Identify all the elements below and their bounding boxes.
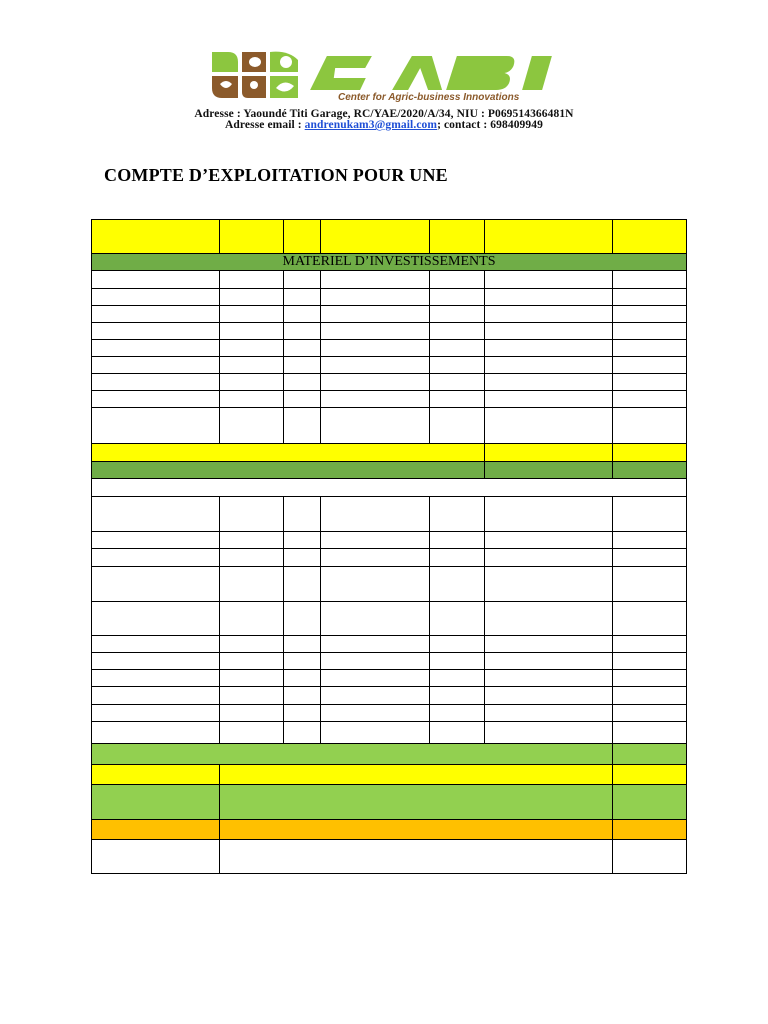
cell[interactable] xyxy=(485,357,613,374)
section-label-cell[interactable] xyxy=(92,461,485,478)
cell[interactable] xyxy=(485,687,613,704)
cell[interactable] xyxy=(220,532,284,549)
cell[interactable] xyxy=(430,601,485,635)
cell[interactable] xyxy=(613,549,687,566)
cell[interactable] xyxy=(613,271,687,288)
cell[interactable] xyxy=(613,653,687,670)
cell[interactable] xyxy=(220,687,284,704)
logo-wordmark xyxy=(310,56,552,90)
cell[interactable] xyxy=(92,408,220,443)
cell[interactable] xyxy=(321,271,430,288)
table-row xyxy=(92,653,687,670)
final-row xyxy=(92,839,687,873)
cell[interactable] xyxy=(430,408,485,443)
cell[interactable] xyxy=(430,636,485,653)
cell[interactable] xyxy=(284,532,321,549)
cell[interactable] xyxy=(485,322,613,339)
cell[interactable] xyxy=(92,339,220,356)
cell[interactable] xyxy=(321,601,430,635)
table-row xyxy=(92,670,687,687)
cell[interactable] xyxy=(321,305,430,322)
cell[interactable] xyxy=(321,339,430,356)
cell[interactable] xyxy=(92,653,220,670)
table-row xyxy=(92,601,687,635)
cell[interactable] xyxy=(321,636,430,653)
cell[interactable] xyxy=(92,566,220,601)
subtotal-cell[interactable] xyxy=(613,443,687,461)
total-row-green xyxy=(92,743,687,764)
cell[interactable] xyxy=(613,636,687,653)
address-line: Adresse : Yaoundé Titi Garage, RC/YAE/2020/A/34, NIU : P069514366481N xyxy=(194,108,574,120)
cell[interactable] xyxy=(613,322,687,339)
cell[interactable] xyxy=(485,408,613,443)
cell[interactable] xyxy=(430,288,485,305)
summary-label-cell[interactable] xyxy=(92,820,220,839)
cell[interactable] xyxy=(430,357,485,374)
cell[interactable] xyxy=(284,721,321,743)
cell[interactable] xyxy=(92,601,220,635)
table-row xyxy=(92,271,687,288)
email-label: Adresse email : xyxy=(225,119,305,131)
cell[interactable] xyxy=(321,721,430,743)
cell[interactable] xyxy=(430,391,485,408)
cell[interactable] xyxy=(220,391,284,408)
table-row xyxy=(92,549,687,566)
cell[interactable] xyxy=(220,288,284,305)
cell[interactable] xyxy=(284,357,321,374)
table-row xyxy=(92,322,687,339)
cell[interactable] xyxy=(220,721,284,743)
cell[interactable] xyxy=(321,532,430,549)
table-row xyxy=(92,497,687,532)
cell[interactable] xyxy=(284,497,321,532)
table-row xyxy=(92,357,687,374)
cell[interactable] xyxy=(613,601,687,635)
cell[interactable] xyxy=(321,357,430,374)
cell[interactable] xyxy=(485,653,613,670)
cell[interactable] xyxy=(284,704,321,721)
cell[interactable] xyxy=(92,497,220,532)
cell[interactable] xyxy=(430,549,485,566)
table-row xyxy=(92,566,687,601)
cell[interactable] xyxy=(284,653,321,670)
operating-account-table xyxy=(91,219,687,874)
header-cell[interactable] xyxy=(220,220,284,254)
table-row xyxy=(92,391,687,408)
cell[interactable] xyxy=(321,322,430,339)
table-header-row xyxy=(92,220,687,254)
section-title-investments: MATERIEL D’INVESTISSEMENTS xyxy=(92,254,687,271)
document-title: COMPTE D’EXPLOITATION POUR UNE xyxy=(104,165,448,185)
cell[interactable] xyxy=(284,670,321,687)
cell[interactable] xyxy=(220,374,284,391)
header-cell[interactable] xyxy=(92,220,220,254)
cell[interactable] xyxy=(613,532,687,549)
mushroom-icon xyxy=(249,57,261,67)
snail-icon xyxy=(280,56,292,68)
cell[interactable] xyxy=(92,549,220,566)
cell[interactable] xyxy=(284,601,321,635)
subtotal-cell[interactable] xyxy=(485,443,613,461)
summary-span-cell[interactable] xyxy=(220,785,613,820)
cell[interactable] xyxy=(613,687,687,704)
summary-label-cell[interactable] xyxy=(92,785,220,820)
cell[interactable] xyxy=(485,704,613,721)
cell[interactable] xyxy=(430,322,485,339)
header-cell[interactable] xyxy=(613,220,687,254)
header-cell[interactable] xyxy=(430,220,485,254)
cell[interactable] xyxy=(613,288,687,305)
subtotal-label-cell[interactable] xyxy=(92,443,485,461)
summary-row-yellow xyxy=(92,764,687,784)
cell[interactable] xyxy=(321,704,430,721)
cell[interactable] xyxy=(92,288,220,305)
cell[interactable] xyxy=(321,687,430,704)
cell[interactable] xyxy=(92,322,220,339)
section-row-2 xyxy=(92,461,687,478)
summary-cell[interactable] xyxy=(613,820,687,839)
person-icon xyxy=(250,81,258,89)
cell[interactable] xyxy=(220,408,284,443)
cell[interactable] xyxy=(613,704,687,721)
cell[interactable] xyxy=(430,532,485,549)
subsection-row xyxy=(92,478,687,496)
table-row xyxy=(92,636,687,653)
cell[interactable] xyxy=(485,549,613,566)
cell[interactable] xyxy=(284,391,321,408)
cell[interactable] xyxy=(485,497,613,532)
cell[interactable] xyxy=(485,271,613,288)
summary-row-orange xyxy=(92,820,687,839)
cell[interactable] xyxy=(613,357,687,374)
cell[interactable] xyxy=(613,305,687,322)
final-label-cell[interactable] xyxy=(92,839,220,873)
cell[interactable] xyxy=(613,339,687,356)
cell[interactable] xyxy=(430,339,485,356)
cell[interactable] xyxy=(485,566,613,601)
cell[interactable] xyxy=(321,408,430,443)
cell[interactable] xyxy=(485,288,613,305)
cell[interactable] xyxy=(284,339,321,356)
cell[interactable] xyxy=(485,670,613,687)
summary-span-cell[interactable] xyxy=(220,820,613,839)
header-cell[interactable] xyxy=(321,220,430,254)
total-cell[interactable] xyxy=(613,743,687,764)
cell[interactable] xyxy=(485,532,613,549)
cell[interactable] xyxy=(321,670,430,687)
cell[interactable] xyxy=(220,549,284,566)
cell[interactable] xyxy=(284,322,321,339)
cell[interactable] xyxy=(613,374,687,391)
cell[interactable] xyxy=(284,636,321,653)
cell[interactable] xyxy=(220,305,284,322)
header-cell[interactable] xyxy=(485,220,613,254)
table-row xyxy=(92,721,687,743)
cabi-logo xyxy=(208,48,588,104)
cell[interactable] xyxy=(613,721,687,743)
cell[interactable] xyxy=(613,497,687,532)
cell[interactable] xyxy=(284,408,321,443)
cell[interactable] xyxy=(430,305,485,322)
subtotal-row-investments xyxy=(92,443,687,461)
cell[interactable] xyxy=(321,497,430,532)
cell[interactable] xyxy=(220,322,284,339)
cell[interactable] xyxy=(430,670,485,687)
cell[interactable] xyxy=(430,566,485,601)
cell[interactable] xyxy=(220,653,284,670)
cell[interactable] xyxy=(613,566,687,601)
total-label-cell[interactable] xyxy=(92,743,613,764)
cell[interactable] xyxy=(485,391,613,408)
summary-cell[interactable] xyxy=(613,764,687,784)
cell[interactable] xyxy=(92,704,220,721)
email-link[interactable]: andrenukam3@gmail.com xyxy=(304,119,438,131)
cell[interactable] xyxy=(220,357,284,374)
cell[interactable] xyxy=(485,305,613,322)
cell[interactable] xyxy=(284,305,321,322)
cell[interactable] xyxy=(430,721,485,743)
cell[interactable] xyxy=(220,670,284,687)
cell[interactable] xyxy=(430,704,485,721)
cell[interactable] xyxy=(92,305,220,322)
section-row-investments xyxy=(92,254,687,271)
cell[interactable] xyxy=(220,636,284,653)
table-row xyxy=(92,288,687,305)
cell[interactable] xyxy=(220,497,284,532)
table-row xyxy=(92,532,687,549)
cell[interactable] xyxy=(321,566,430,601)
table-row xyxy=(92,339,687,356)
final-cell[interactable] xyxy=(613,839,687,873)
cell[interactable] xyxy=(92,687,220,704)
cell[interactable] xyxy=(220,704,284,721)
cell[interactable] xyxy=(613,391,687,408)
cell[interactable] xyxy=(485,339,613,356)
cell[interactable] xyxy=(613,670,687,687)
cell[interactable] xyxy=(321,374,430,391)
final-span-cell[interactable] xyxy=(220,839,613,873)
cell[interactable] xyxy=(430,374,485,391)
cell[interactable] xyxy=(485,636,613,653)
cell[interactable] xyxy=(92,271,220,288)
section-cell[interactable] xyxy=(485,461,613,478)
cell[interactable] xyxy=(430,653,485,670)
table-row xyxy=(92,374,687,391)
cell[interactable] xyxy=(92,532,220,549)
cell[interactable] xyxy=(485,374,613,391)
table-row xyxy=(92,687,687,704)
cell[interactable] xyxy=(321,288,430,305)
summary-label-cell[interactable] xyxy=(92,764,220,784)
cell[interactable] xyxy=(485,721,613,743)
cell[interactable] xyxy=(284,549,321,566)
header-cell[interactable] xyxy=(284,220,321,254)
cell[interactable] xyxy=(92,721,220,743)
table-row xyxy=(92,305,687,322)
table-row xyxy=(92,704,687,721)
cell[interactable] xyxy=(284,374,321,391)
cell[interactable] xyxy=(321,391,430,408)
cell[interactable] xyxy=(220,271,284,288)
section-cell[interactable] xyxy=(613,461,687,478)
cell[interactable] xyxy=(284,566,321,601)
cell[interactable] xyxy=(321,653,430,670)
cell[interactable] xyxy=(321,549,430,566)
cell[interactable] xyxy=(92,636,220,653)
cell[interactable] xyxy=(92,391,220,408)
summary-row-green xyxy=(92,785,687,820)
cell[interactable] xyxy=(220,339,284,356)
cell[interactable] xyxy=(284,271,321,288)
contact-text: ; contact : 698409949 xyxy=(437,119,543,131)
cell[interactable] xyxy=(92,374,220,391)
cell[interactable] xyxy=(220,601,284,635)
summary-span-cell[interactable] xyxy=(220,764,613,784)
cell[interactable] xyxy=(485,601,613,635)
cell[interactable] xyxy=(613,408,687,443)
subsection-cell[interactable] xyxy=(92,478,687,496)
cell[interactable] xyxy=(220,566,284,601)
table-row xyxy=(92,408,687,443)
logo-icon-grid xyxy=(212,52,298,98)
cell[interactable] xyxy=(430,687,485,704)
summary-cell[interactable] xyxy=(613,785,687,820)
cell[interactable] xyxy=(92,670,220,687)
contact-line xyxy=(0,119,768,132)
logo-tagline: Center for Agric-business Innovations xyxy=(338,92,520,103)
cell[interactable] xyxy=(284,288,321,305)
cell[interactable] xyxy=(430,271,485,288)
cell[interactable] xyxy=(284,687,321,704)
cell[interactable] xyxy=(430,497,485,532)
cell[interactable] xyxy=(92,357,220,374)
